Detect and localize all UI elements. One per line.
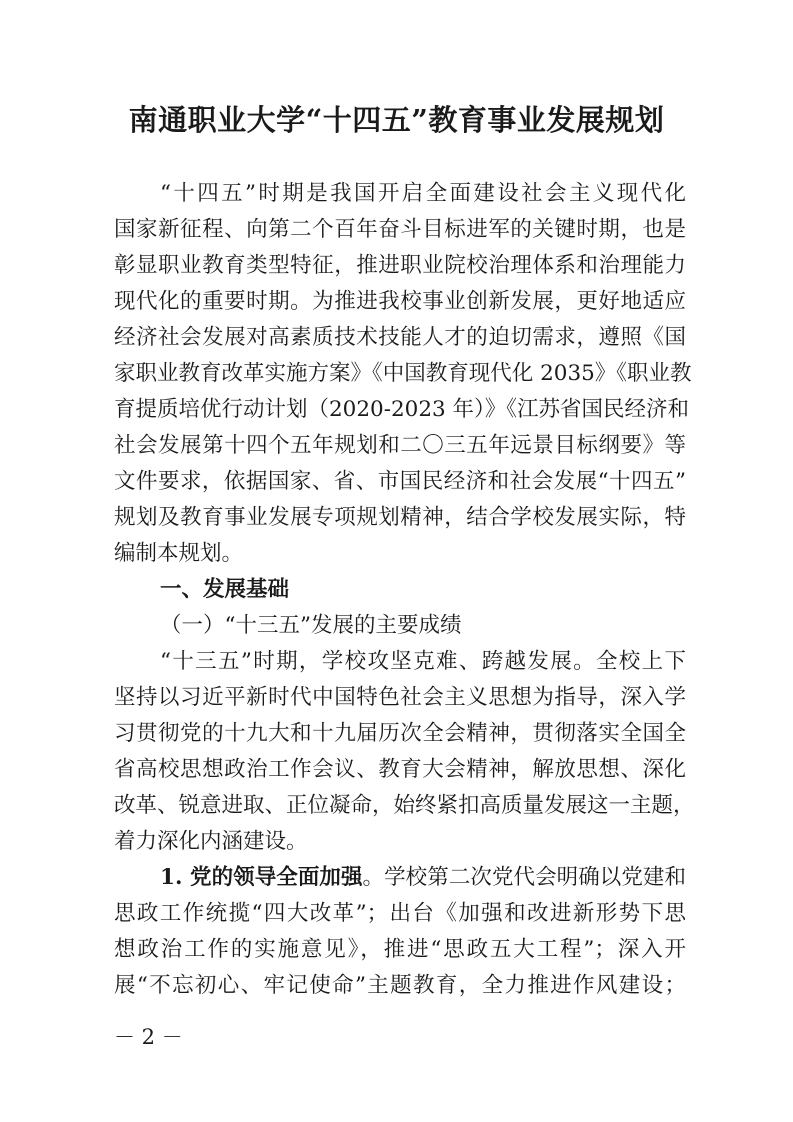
- intro-line: 家职业教育改革实施方案》《中国教育现代化 2035》《职业教: [114, 361, 692, 386]
- paragraph-line: “十三五”时期，学校攻坚克难、跨越发展。全校上下: [160, 649, 686, 674]
- item-line: 思政工作统揽“四大改革”；出台《加强和改进新形势下思: [114, 901, 686, 926]
- item-line: 想政治工作的实施意见》，推进“思政五大工程”；深入开: [114, 937, 686, 962]
- paragraph-line: 改革、锐意进取、正位凝命，始终紧扣高质量发展这一主题，: [114, 793, 695, 818]
- intro-line: 规划及教育事业发展专项规划精神，结合学校发展实际，特: [114, 505, 686, 530]
- page-number: － 2 －: [114, 1025, 183, 1049]
- intro-line: “十四五”时期是我国开启全面建设社会主义现代化: [160, 181, 686, 206]
- section-heading: 一、发展基础: [160, 577, 290, 602]
- paragraph-line: 着力深化内涵建设。: [114, 829, 308, 854]
- intro-line: 经济社会发展对高素质技术技能人才的迫切需求，遵照《国: [114, 325, 686, 350]
- paragraph-line: 习贯彻党的十九大和十九届历次全会精神，贯彻落实全国全: [114, 721, 686, 746]
- paragraph-line: 省高校思想政治工作会议、教育大会精神，解放思想、深化: [114, 757, 686, 782]
- intro-line: 育提质培优行动计划（2020-2023 年）》《江苏省国民经济和: [114, 397, 690, 422]
- item-line: [160, 860, 686, 891]
- intro-line: 彰显职业教育类型特征，推进职业院校治理体系和治理能力: [114, 253, 686, 278]
- item-lead: 1. 党的领导全面加强: [160, 865, 363, 890]
- intro-line: 国家新征程、向第二个百年奋斗目标进军的关键时期，也是: [114, 217, 686, 242]
- subsection-heading: （一）“十三五”发展的主要成绩: [160, 613, 462, 638]
- intro-line: 编制本规划。: [114, 541, 244, 566]
- intro-line: 社会发展第十四个五年规划和二〇三五年远景目标纲要》等: [114, 433, 686, 458]
- document-title: 南通职业大学“十四五”教育事业发展规划: [128, 103, 665, 137]
- paragraph-line: 坚持以习近平新时代中国特色社会主义思想为指导，深入学: [114, 685, 686, 710]
- item-line: 展“不忘初心、牢记使命”主题教育，全力推进作风建设；: [114, 973, 686, 998]
- intro-line: 文件要求，依据国家、省、市国民经济和社会发展“十四五”: [114, 469, 686, 494]
- intro-line: 现代化的重要时期。为推进我校事业创新发展，更好地适应: [114, 289, 686, 314]
- item-rest: 。学校第二次党代会明确以党建和: [362, 865, 686, 890]
